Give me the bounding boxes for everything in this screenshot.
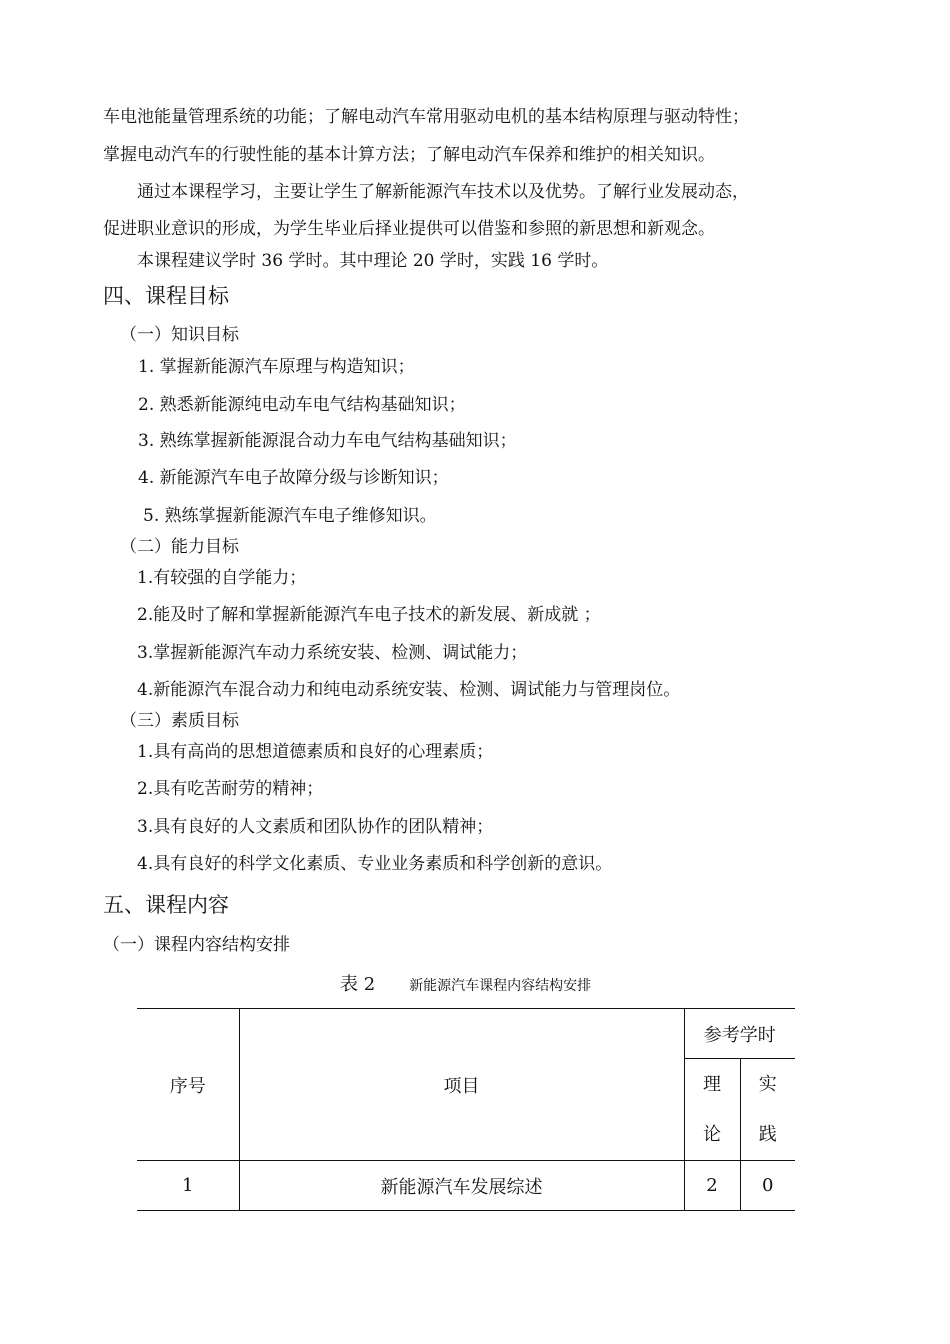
quality-item-2: 2.具有吃苦耐劳的精神； — [137, 779, 324, 799]
subheading-ability-goals: （二）能力目标 — [120, 537, 239, 557]
header-seq: 序号 — [137, 1009, 239, 1161]
header-ref-hours: 参考学时 — [684, 1009, 795, 1059]
subheading-quality-goals: （三）素质目标 — [120, 711, 239, 731]
intro-line-1: 车电池能量管理系统的功能；了解电动汽车常用驱动电机的基本结构原理与驱动特性； — [103, 107, 749, 127]
table-row — [137, 1161, 795, 1211]
header-theory-char-2: 论 — [703, 1123, 721, 1145]
intro-line-5: 本课程建议学时 36 学时。其中理论 20 学时，实践 16 学时。 — [137, 251, 609, 271]
ability-item-2: 2.能及时了解和掌握新能源汽车电子技术的新发展、新成就 ； — [137, 605, 601, 625]
intro-line-3: 通过本课程学习，主要让学生了解新能源汽车技术以及优势。了解行业发展动态， — [137, 182, 749, 202]
section-heading-course-goals: 四、课程目标 — [103, 284, 229, 308]
knowledge-item-4: 4. 新能源汽车电子故障分级与诊断知识； — [138, 468, 449, 488]
quality-item-1: 1.具有高尚的思想道德素质和良好的心理素质； — [137, 742, 494, 762]
ability-item-3: 3.掌握新能源汽车动力系统安装、检测、调试能力； — [137, 643, 528, 663]
row-theory-hours: 2 — [684, 1161, 740, 1211]
header-theory — [684, 1059, 740, 1161]
subheading-knowledge-goals: （一）知识目标 — [120, 325, 239, 345]
header-item: 项目 — [239, 1009, 684, 1161]
header-practice-char-1: 实 — [758, 1073, 777, 1095]
knowledge-item-2: 2. 熟悉新能源纯电动车电气结构基础知识； — [138, 395, 466, 415]
quality-item-4: 4.具有良好的科学文化素质、专业业务素质和科学创新的意识。 — [137, 854, 613, 874]
intro-line-2: 掌握电动汽车的行驶性能的基本计算方法；了解电动汽车保养和维护的相关知识。 — [103, 145, 715, 165]
row-seq: 1 — [137, 1161, 239, 1211]
intro-line-4: 促进职业意识的形成，为学生毕业后择业提供可以借鉴和参照的新思想和新观念。 — [103, 219, 715, 239]
row-item: 新能源汽车发展综述 — [239, 1161, 684, 1211]
ability-item-1: 1.有较强的自学能力； — [137, 568, 307, 588]
header-practice-char-2: 践 — [758, 1123, 777, 1145]
quality-item-3: 3.具有良好的人文素质和团队协作的团队精神； — [137, 817, 494, 837]
table-caption-title: 新能源汽车课程内容结构安排 — [409, 978, 592, 994]
knowledge-item-1: 1. 掌握新能源汽车原理与构造知识； — [138, 357, 415, 377]
knowledge-item-5: 5. 熟练掌握新能源汽车电子维修知识。 — [143, 506, 437, 526]
subheading-content-structure: （一）课程内容结构安排 — [103, 935, 290, 955]
header-practice — [740, 1059, 795, 1161]
table-caption — [340, 970, 591, 996]
section-heading-course-content: 五、课程内容 — [103, 893, 229, 917]
table-caption-number: 表 2 — [340, 974, 376, 995]
row-practice-hours: 0 — [740, 1161, 795, 1211]
table-header-row — [137, 1009, 795, 1059]
knowledge-item-3: 3. 熟练掌握新能源混合动力车电气结构基础知识； — [138, 431, 517, 451]
ability-item-4: 4.新能源汽车混合动力和纯电动系统安装、检测、调试能力与管理岗位。 — [137, 680, 681, 700]
course-content-table — [137, 1008, 795, 1211]
header-theory-char-1: 理 — [703, 1073, 721, 1095]
